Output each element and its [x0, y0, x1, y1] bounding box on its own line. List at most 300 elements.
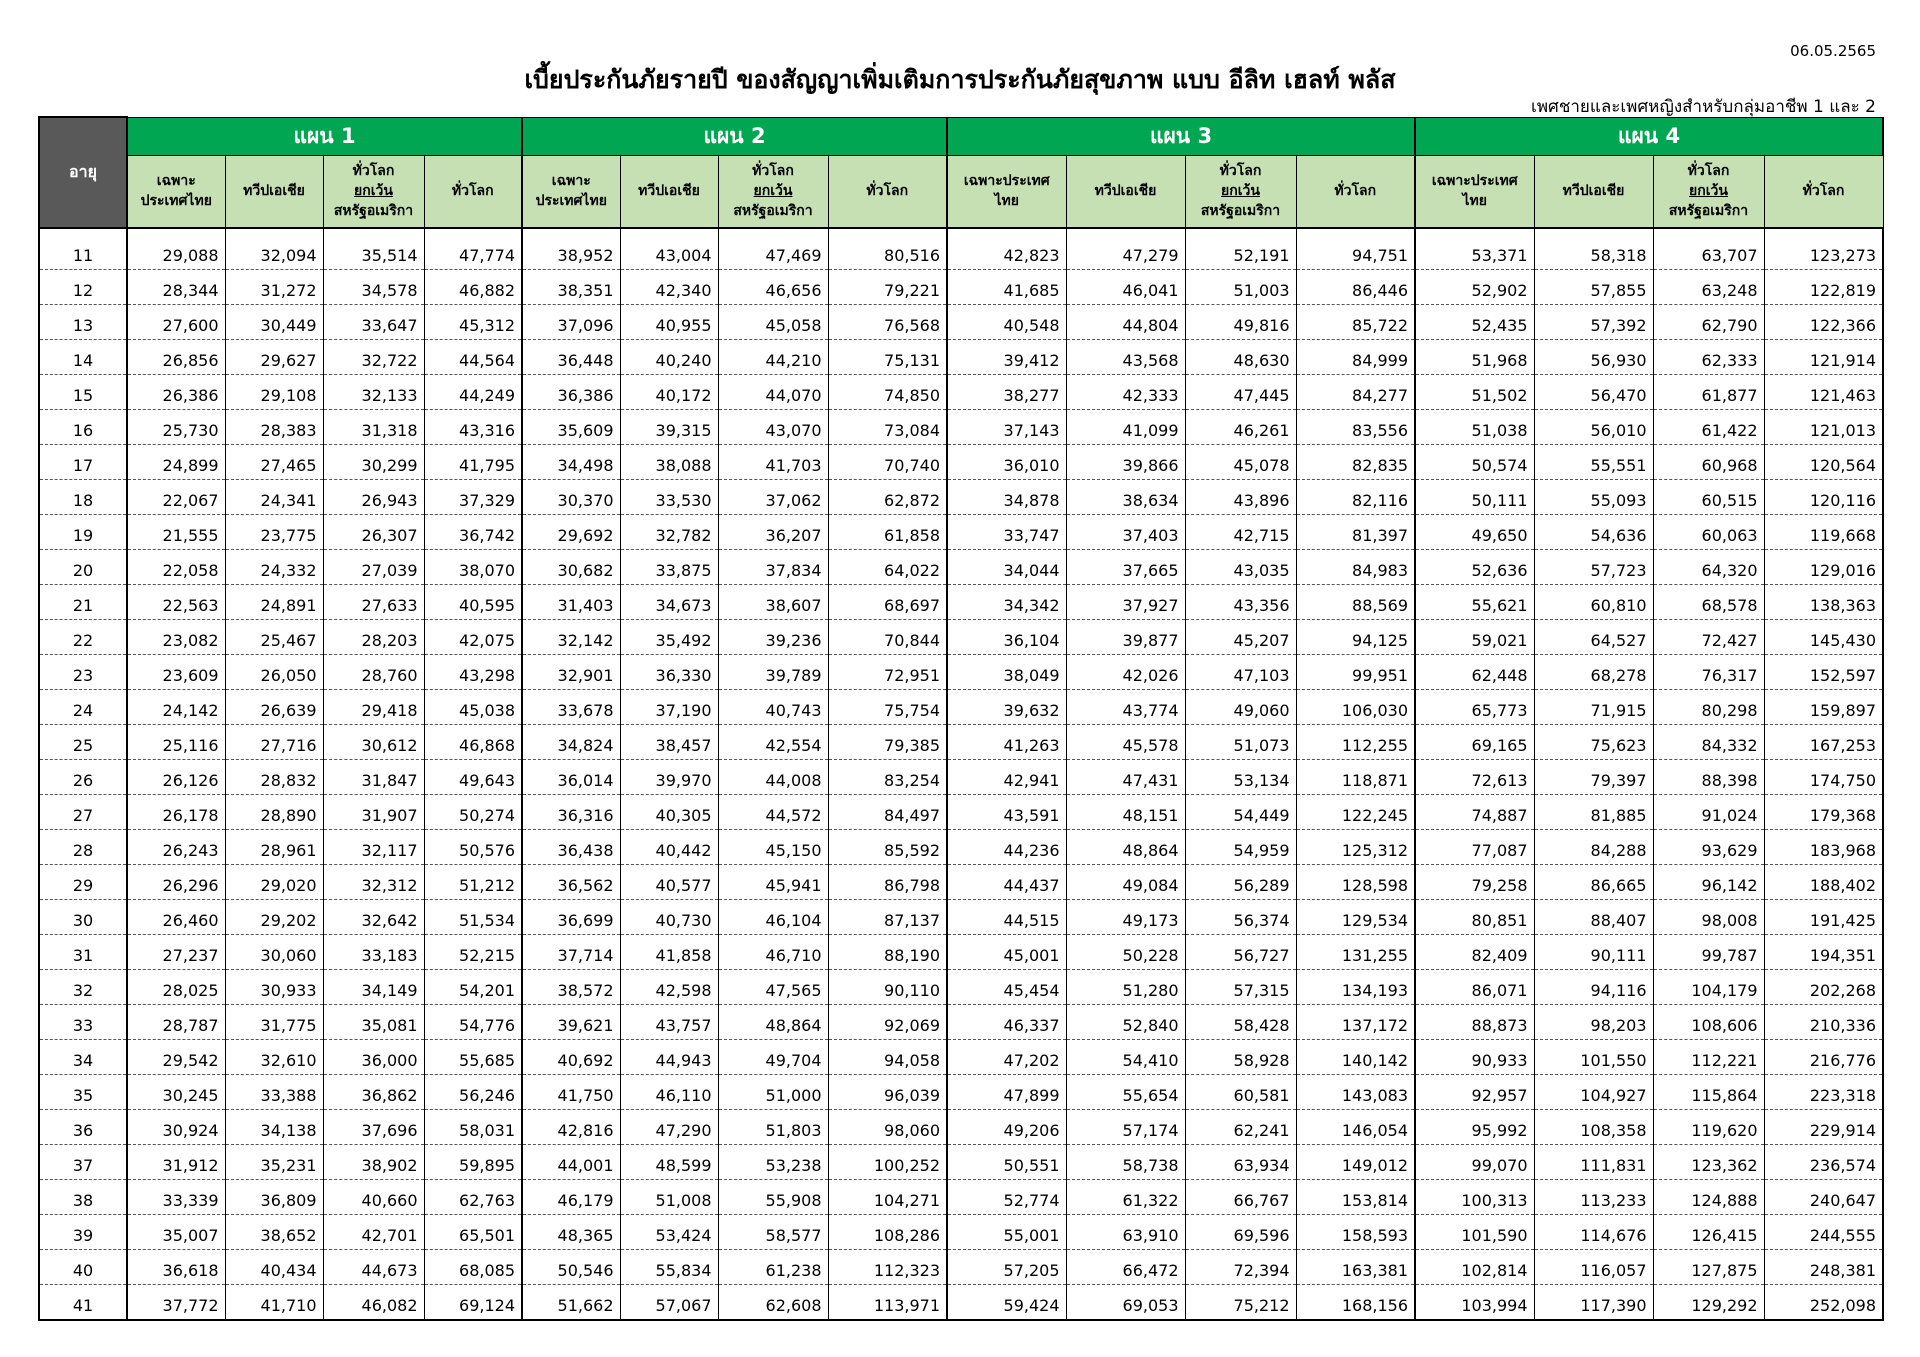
premium-cell: 58,738	[1066, 1144, 1185, 1179]
premium-cell: 167,253	[1764, 724, 1883, 759]
premium-cell: 51,803	[718, 1109, 828, 1144]
coverage-header-line: สหรัฐอเมริกา	[733, 203, 813, 219]
premium-cell: 50,228	[1066, 934, 1185, 969]
premium-cell: 26,126	[127, 759, 225, 794]
premium-cell: 33,747	[947, 514, 1066, 549]
premium-cell: 45,454	[947, 969, 1066, 1004]
premium-cell: 26,050	[225, 654, 323, 689]
premium-cell: 34,044	[947, 549, 1066, 584]
premium-cell: 53,238	[718, 1144, 828, 1179]
age-column-header: อายุ	[39, 117, 127, 228]
premium-cell: 44,673	[323, 1249, 424, 1284]
premium-cell: 191,425	[1764, 899, 1883, 934]
plan-header: แผน 4	[1415, 117, 1883, 155]
premium-cell: 27,237	[127, 934, 225, 969]
age-cell: 15	[39, 374, 127, 409]
premium-cell: 55,685	[424, 1039, 522, 1074]
premium-cell: 49,643	[424, 759, 522, 794]
premium-cell: 33,530	[620, 479, 718, 514]
premium-cell: 54,449	[1185, 794, 1296, 829]
premium-cell: 45,312	[424, 304, 522, 339]
premium-cell: 25,116	[127, 724, 225, 759]
premium-cell: 36,618	[127, 1249, 225, 1284]
premium-cell: 74,850	[828, 374, 947, 409]
premium-cell: 59,895	[424, 1144, 522, 1179]
table-row	[39, 304, 1883, 339]
premium-cell: 216,776	[1764, 1039, 1883, 1074]
premium-cell: 35,514	[323, 235, 424, 270]
document-date: 06.05.2565	[1790, 42, 1876, 60]
table-row	[39, 1179, 1883, 1214]
premium-cell: 121,463	[1764, 374, 1883, 409]
premium-cell: 28,832	[225, 759, 323, 794]
premium-cell: 79,221	[828, 269, 947, 304]
premium-cell: 56,930	[1534, 339, 1653, 374]
premium-cell: 65,773	[1415, 689, 1534, 724]
coverage-column-header	[127, 155, 225, 228]
premium-cell: 40,240	[620, 339, 718, 374]
premium-cell: 41,263	[947, 724, 1066, 759]
premium-cell: 24,891	[225, 584, 323, 619]
premium-cell: 32,642	[323, 899, 424, 934]
premium-cell: 159,897	[1764, 689, 1883, 724]
premium-cell: 163,381	[1296, 1249, 1415, 1284]
premium-cell: 62,241	[1185, 1109, 1296, 1144]
premium-cell: 86,446	[1296, 269, 1415, 304]
premium-cell: 90,111	[1534, 934, 1653, 969]
premium-cell: 46,337	[947, 1004, 1066, 1039]
premium-cell: 42,715	[1185, 514, 1296, 549]
premium-cell: 49,173	[1066, 899, 1185, 934]
table-row	[39, 1214, 1883, 1249]
premium-cell: 229,914	[1764, 1109, 1883, 1144]
premium-cell: 39,632	[947, 689, 1066, 724]
table-row	[39, 1284, 1883, 1320]
coverage-column-header	[424, 155, 522, 228]
premium-cell: 61,422	[1653, 409, 1764, 444]
coverage-header-line: สหรัฐอเมริกา	[1668, 203, 1749, 219]
premium-cell: 55,834	[620, 1249, 718, 1284]
page-title: เบี้ยประกันภัยรายปี ของสัญญาเพิ่มเติมการประกันภัยสุขภาพ แบบ อีลิท เฮลท์ พลัส	[524, 65, 1396, 94]
premium-cell: 104,271	[828, 1179, 947, 1214]
premium-cell: 80,516	[828, 235, 947, 270]
premium-cell: 52,435	[1415, 304, 1534, 339]
premium-cell: 35,609	[522, 409, 620, 444]
premium-cell: 45,078	[1185, 444, 1296, 479]
premium-cell: 81,885	[1534, 794, 1653, 829]
premium-cell: 46,656	[718, 269, 828, 304]
premium-cell: 44,210	[718, 339, 828, 374]
premium-cell: 81,397	[1296, 514, 1415, 549]
premium-cell: 100,252	[828, 1144, 947, 1179]
premium-cell: 31,912	[127, 1144, 225, 1179]
premium-cell: 72,427	[1653, 619, 1764, 654]
premium-cell: 58,928	[1185, 1039, 1296, 1074]
premium-cell: 43,316	[424, 409, 522, 444]
premium-cell: 95,992	[1415, 1109, 1534, 1144]
premium-cell: 31,907	[323, 794, 424, 829]
premium-cell: 179,368	[1764, 794, 1883, 829]
coverage-header-line: ทั่วโลก	[752, 163, 794, 179]
premium-cell: 99,951	[1296, 654, 1415, 689]
premium-cell: 30,612	[323, 724, 424, 759]
age-cell: 21	[39, 584, 127, 619]
premium-cell: 36,330	[620, 654, 718, 689]
premium-cell: 71,915	[1534, 689, 1653, 724]
premium-cell: 32,117	[323, 829, 424, 864]
premium-cell: 42,026	[1066, 654, 1185, 689]
premium-cell: 53,371	[1415, 235, 1534, 270]
premium-cell: 104,179	[1653, 969, 1764, 1004]
premium-cell: 48,151	[1066, 794, 1185, 829]
premium-cell: 123,362	[1653, 1144, 1764, 1179]
premium-cell: 50,551	[947, 1144, 1066, 1179]
coverage-header-line: ทั่วโลก	[352, 163, 395, 179]
premium-cell: 24,899	[127, 444, 225, 479]
premium-cell: 29,542	[127, 1039, 225, 1074]
premium-cell: 47,431	[1066, 759, 1185, 794]
premium-cell: 42,823	[947, 235, 1066, 270]
premium-cell: 45,207	[1185, 619, 1296, 654]
premium-cell: 32,722	[323, 339, 424, 374]
table-row	[39, 864, 1883, 899]
coverage-header-line: ไทย	[994, 193, 1019, 209]
age-cell: 24	[39, 689, 127, 724]
premium-cell: 30,060	[225, 934, 323, 969]
premium-cell: 60,515	[1653, 479, 1764, 514]
premium-cell: 49,704	[718, 1039, 828, 1074]
premium-cell: 79,258	[1415, 864, 1534, 899]
premium-cell: 79,385	[828, 724, 947, 759]
age-cell: 41	[39, 1284, 127, 1320]
coverage-column-header	[1653, 155, 1764, 228]
premium-cell: 29,627	[225, 339, 323, 374]
premium-cell: 44,572	[718, 794, 828, 829]
premium-cell: 42,941	[947, 759, 1066, 794]
premium-cell: 82,409	[1415, 934, 1534, 969]
premium-cell: 26,296	[127, 864, 225, 899]
premium-cell: 46,868	[424, 724, 522, 759]
premium-cell: 41,858	[620, 934, 718, 969]
premium-cell: 174,750	[1764, 759, 1883, 794]
premium-cell: 22,058	[127, 549, 225, 584]
premium-cell: 34,342	[947, 584, 1066, 619]
premium-cell: 102,814	[1415, 1249, 1534, 1284]
premium-cell: 50,111	[1415, 479, 1534, 514]
premium-cell: 60,810	[1534, 584, 1653, 619]
premium-cell: 124,888	[1653, 1179, 1764, 1214]
premium-cell: 75,212	[1185, 1284, 1296, 1320]
premium-cell: 188,402	[1764, 864, 1883, 899]
premium-cell: 38,277	[947, 374, 1066, 409]
premium-cell: 83,254	[828, 759, 947, 794]
premium-cell: 112,221	[1653, 1039, 1764, 1074]
premium-cell: 26,460	[127, 899, 225, 934]
premium-cell: 108,606	[1653, 1004, 1764, 1039]
premium-cell: 43,298	[424, 654, 522, 689]
premium-cell: 47,202	[947, 1039, 1066, 1074]
premium-cell: 92,069	[828, 1004, 947, 1039]
coverage-header-line: ทั่วโลก	[1219, 163, 1262, 179]
premium-cell: 86,665	[1534, 864, 1653, 899]
premium-cell: 39,866	[1066, 444, 1185, 479]
premium-cell: 62,763	[424, 1179, 522, 1214]
premium-cell: 138,363	[1764, 584, 1883, 619]
premium-cell: 74,887	[1415, 794, 1534, 829]
premium-cell: 46,110	[620, 1074, 718, 1109]
premium-cell: 106,030	[1296, 689, 1415, 724]
premium-cell: 64,022	[828, 549, 947, 584]
premium-cell: 82,835	[1296, 444, 1415, 479]
premium-cell: 96,039	[828, 1074, 947, 1109]
premium-cell: 37,714	[522, 934, 620, 969]
premium-cell: 38,088	[620, 444, 718, 479]
premium-cell: 49,650	[1415, 514, 1534, 549]
age-cell: 35	[39, 1074, 127, 1109]
premium-cell: 26,243	[127, 829, 225, 864]
table-row	[39, 549, 1883, 584]
premium-cell: 29,020	[225, 864, 323, 899]
premium-cell: 53,424	[620, 1214, 718, 1249]
premium-cell: 108,286	[828, 1214, 947, 1249]
premium-cell: 194,351	[1764, 934, 1883, 969]
coverage-column-header	[1296, 155, 1415, 228]
premium-cell: 38,049	[947, 654, 1066, 689]
age-cell: 19	[39, 514, 127, 549]
premium-cell: 52,774	[947, 1179, 1066, 1214]
premium-cell: 34,824	[522, 724, 620, 759]
premium-cell: 82,116	[1296, 479, 1415, 514]
premium-cell: 41,685	[947, 269, 1066, 304]
premium-cell: 62,608	[718, 1284, 828, 1320]
premium-cell: 66,767	[1185, 1179, 1296, 1214]
premium-cell: 30,682	[522, 549, 620, 584]
premium-cell: 56,727	[1185, 934, 1296, 969]
premium-cell: 38,952	[522, 235, 620, 270]
premium-cell: 143,083	[1296, 1074, 1415, 1109]
premium-cell: 47,445	[1185, 374, 1296, 409]
premium-cell: 87,137	[828, 899, 947, 934]
premium-cell: 65,501	[424, 1214, 522, 1249]
premium-cell: 90,933	[1415, 1039, 1534, 1074]
premium-cell: 57,723	[1534, 549, 1653, 584]
coverage-header-line: ทวีปเอเชีย	[243, 183, 305, 199]
premium-cell: 125,312	[1296, 829, 1415, 864]
premium-cell: 45,578	[1066, 724, 1185, 759]
coverage-header-line: ยกเว้น	[354, 183, 393, 199]
premium-cell: 103,994	[1415, 1284, 1534, 1320]
premium-rate-table	[38, 116, 1884, 1321]
premium-cell: 64,320	[1653, 549, 1764, 584]
premium-cell: 55,001	[947, 1214, 1066, 1249]
premium-cell: 30,299	[323, 444, 424, 479]
coverage-header-line: ทั่วโลก	[1802, 183, 1845, 199]
premium-cell: 51,003	[1185, 269, 1296, 304]
premium-cell: 36,000	[323, 1039, 424, 1074]
premium-cell: 34,578	[323, 269, 424, 304]
premium-cell: 36,316	[522, 794, 620, 829]
table-row	[39, 1004, 1883, 1039]
premium-cell: 61,858	[828, 514, 947, 549]
premium-cell: 183,968	[1764, 829, 1883, 864]
premium-cell: 112,323	[828, 1249, 947, 1284]
age-cell: 32	[39, 969, 127, 1004]
premium-cell: 122,819	[1764, 269, 1883, 304]
premium-cell: 55,621	[1415, 584, 1534, 619]
table-row	[39, 444, 1883, 479]
premium-cell: 24,142	[127, 689, 225, 724]
coverage-header-line: ทวีปเอเชีย	[1562, 183, 1625, 199]
premium-cell: 100,313	[1415, 1179, 1534, 1214]
premium-cell: 72,613	[1415, 759, 1534, 794]
premium-cell: 34,498	[522, 444, 620, 479]
premium-cell: 36,438	[522, 829, 620, 864]
premium-cell: 114,676	[1534, 1214, 1653, 1249]
premium-cell: 75,131	[828, 339, 947, 374]
premium-cell: 43,896	[1185, 479, 1296, 514]
premium-cell: 72,951	[828, 654, 947, 689]
premium-cell: 31,318	[323, 409, 424, 444]
premium-cell: 69,053	[1066, 1284, 1185, 1320]
premium-cell: 46,261	[1185, 409, 1296, 444]
premium-cell: 122,245	[1296, 794, 1415, 829]
table-row	[39, 934, 1883, 969]
premium-cell: 51,968	[1415, 339, 1534, 374]
premium-cell: 29,692	[522, 514, 620, 549]
coverage-header-line: ทั่วโลก	[451, 183, 494, 199]
premium-cell: 41,099	[1066, 409, 1185, 444]
coverage-header-line: ยกเว้น	[1221, 183, 1260, 199]
premium-cell: 36,448	[522, 339, 620, 374]
premium-cell: 63,934	[1185, 1144, 1296, 1179]
premium-cell: 58,031	[424, 1109, 522, 1144]
coverage-column-header	[1066, 155, 1185, 228]
premium-cell: 23,775	[225, 514, 323, 549]
coverage-header-line: เฉพาะประเทศ	[963, 173, 1050, 189]
table-row	[39, 619, 1883, 654]
premium-cell: 36,014	[522, 759, 620, 794]
table-row	[39, 899, 1883, 934]
premium-cell: 40,172	[620, 374, 718, 409]
premium-cell: 59,021	[1415, 619, 1534, 654]
premium-cell: 52,636	[1415, 549, 1534, 584]
premium-cell: 43,035	[1185, 549, 1296, 584]
premium-cell: 36,862	[323, 1074, 424, 1109]
premium-cell: 223,318	[1764, 1074, 1883, 1109]
premium-cell: 88,873	[1415, 1004, 1534, 1039]
premium-cell: 28,787	[127, 1004, 225, 1039]
premium-cell: 45,001	[947, 934, 1066, 969]
premium-cell: 119,620	[1653, 1109, 1764, 1144]
premium-cell: 53,134	[1185, 759, 1296, 794]
premium-cell: 30,245	[127, 1074, 225, 1109]
premium-cell: 37,403	[1066, 514, 1185, 549]
coverage-column-header	[522, 155, 620, 228]
premium-cell: 63,910	[1066, 1214, 1185, 1249]
premium-cell: 60,063	[1653, 514, 1764, 549]
premium-cell: 27,039	[323, 549, 424, 584]
plan-header: แผน 2	[522, 117, 947, 155]
premium-cell: 45,058	[718, 304, 828, 339]
table-row	[39, 479, 1883, 514]
premium-cell: 50,576	[424, 829, 522, 864]
premium-cell: 32,133	[323, 374, 424, 409]
premium-cell: 46,041	[1066, 269, 1185, 304]
premium-cell: 52,215	[424, 934, 522, 969]
premium-cell: 36,104	[947, 619, 1066, 654]
premium-cell: 22,067	[127, 479, 225, 514]
premium-cell: 40,730	[620, 899, 718, 934]
premium-cell: 26,943	[323, 479, 424, 514]
premium-cell: 33,339	[127, 1179, 225, 1214]
premium-cell: 42,075	[424, 619, 522, 654]
premium-cell: 31,775	[225, 1004, 323, 1039]
premium-cell: 44,804	[1066, 304, 1185, 339]
table-row	[39, 689, 1883, 724]
premium-cell: 61,877	[1653, 374, 1764, 409]
premium-cell: 210,336	[1764, 1004, 1883, 1039]
premium-cell: 32,312	[323, 864, 424, 899]
premium-cell: 244,555	[1764, 1214, 1883, 1249]
premium-cell: 41,710	[225, 1284, 323, 1320]
premium-cell: 55,093	[1534, 479, 1653, 514]
premium-cell: 37,143	[947, 409, 1066, 444]
premium-cell: 28,344	[127, 269, 225, 304]
coverage-header-line: ทั่วโลก	[866, 183, 909, 199]
premium-cell: 23,609	[127, 654, 225, 689]
premium-cell: 41,795	[424, 444, 522, 479]
premium-cell: 72,394	[1185, 1249, 1296, 1284]
premium-cell: 152,597	[1764, 654, 1883, 689]
premium-cell: 57,315	[1185, 969, 1296, 1004]
premium-cell: 46,882	[424, 269, 522, 304]
premium-cell: 29,108	[225, 374, 323, 409]
age-cell: 12	[39, 269, 127, 304]
premium-cell: 62,333	[1653, 339, 1764, 374]
premium-cell: 68,085	[424, 1249, 522, 1284]
premium-cell: 98,203	[1534, 1004, 1653, 1039]
premium-cell: 63,707	[1653, 235, 1764, 270]
premium-cell: 252,098	[1764, 1284, 1883, 1320]
premium-cell: 40,434	[225, 1249, 323, 1284]
premium-cell: 158,593	[1296, 1214, 1415, 1249]
table-row	[39, 969, 1883, 1004]
table-row	[39, 794, 1883, 829]
premium-cell: 42,816	[522, 1109, 620, 1144]
premium-cell: 35,007	[127, 1214, 225, 1249]
premium-cell: 58,428	[1185, 1004, 1296, 1039]
table-row	[39, 374, 1883, 409]
premium-cell: 69,124	[424, 1284, 522, 1320]
premium-cell: 42,554	[718, 724, 828, 759]
coverage-column-header	[225, 155, 323, 228]
table-row	[39, 759, 1883, 794]
premium-cell: 28,890	[225, 794, 323, 829]
premium-cell: 26,307	[323, 514, 424, 549]
premium-cell: 84,497	[828, 794, 947, 829]
premium-cell: 120,564	[1764, 444, 1883, 479]
premium-cell: 76,317	[1653, 654, 1764, 689]
age-cell: 33	[39, 1004, 127, 1039]
coverage-column-header	[1185, 155, 1296, 228]
premium-cell: 84,332	[1653, 724, 1764, 759]
premium-cell: 61,238	[718, 1249, 828, 1284]
premium-cell: 85,722	[1296, 304, 1415, 339]
premium-cell: 43,568	[1066, 339, 1185, 374]
premium-cell: 88,190	[828, 934, 947, 969]
premium-cell: 51,534	[424, 899, 522, 934]
premium-cell: 40,442	[620, 829, 718, 864]
